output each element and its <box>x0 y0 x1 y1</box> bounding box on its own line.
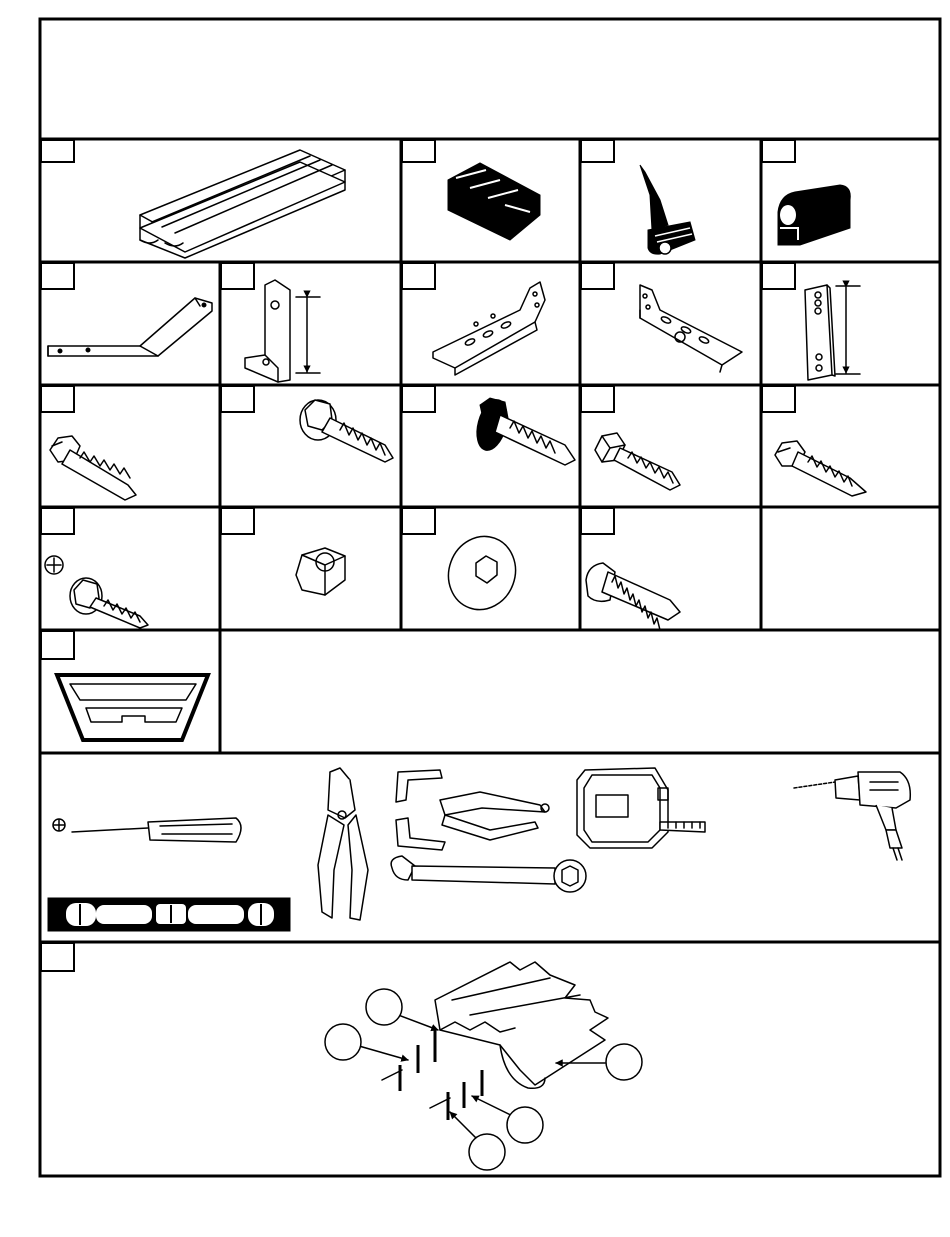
hex-nut-icon <box>296 548 345 595</box>
part-tag <box>221 386 254 412</box>
part-tag <box>581 508 614 534</box>
part-tag <box>581 140 614 162</box>
part-tag <box>41 943 74 971</box>
part-tag <box>402 263 435 289</box>
part-tag <box>41 386 74 412</box>
angle-bracket-icon <box>245 280 320 382</box>
part-tag <box>41 263 74 289</box>
callout-circle <box>366 989 402 1025</box>
strut-bracket-icon <box>48 298 212 356</box>
callout-circle <box>507 1107 543 1143</box>
part-tag <box>581 263 614 289</box>
part-tag <box>581 386 614 412</box>
tapping-screw-icon <box>775 441 866 496</box>
level-icon <box>48 898 290 931</box>
callout-circle <box>325 1024 361 1060</box>
part-tag <box>402 140 435 162</box>
flange-screw-icon <box>300 400 393 462</box>
door-section-icon <box>140 150 345 258</box>
part-tag <box>402 386 435 412</box>
flat-washer-icon <box>438 527 525 619</box>
part-tag <box>762 386 795 412</box>
carriage-bolt-icon <box>586 563 680 630</box>
right-track-bracket-icon <box>640 285 742 372</box>
wrench-icon <box>391 856 586 892</box>
side-cutters-icon <box>318 768 368 920</box>
part-tag <box>762 263 795 289</box>
phillips-screw-icon <box>45 556 148 628</box>
part-tag <box>41 508 74 534</box>
flat-bracket-icon <box>805 285 860 380</box>
callout-circle <box>606 1044 642 1080</box>
left-track-bracket-icon <box>433 282 545 375</box>
astragal-retainer-icon <box>778 185 850 245</box>
tape-measure-icon <box>577 768 705 848</box>
callout-circle <box>469 1134 505 1170</box>
assembly-diagram <box>325 962 642 1170</box>
door-handle-icon <box>57 675 208 740</box>
part-tag <box>221 263 254 289</box>
part-tag <box>41 140 74 162</box>
screwdriver-icon <box>53 818 241 842</box>
washer-screw-icon <box>472 396 575 465</box>
part-tag <box>41 631 74 659</box>
screw-cluster-icon <box>400 1028 482 1120</box>
part-tag <box>402 508 435 534</box>
hex-lag-screw-icon <box>50 436 136 500</box>
locking-clamp-icon <box>396 770 549 850</box>
part-tag <box>762 140 795 162</box>
weather-seal-icon <box>640 165 695 254</box>
hex-bolt-icon <box>595 433 680 490</box>
bottom-bracket-icon <box>448 163 540 240</box>
power-drill-icon <box>794 772 910 860</box>
part-tag <box>221 508 254 534</box>
